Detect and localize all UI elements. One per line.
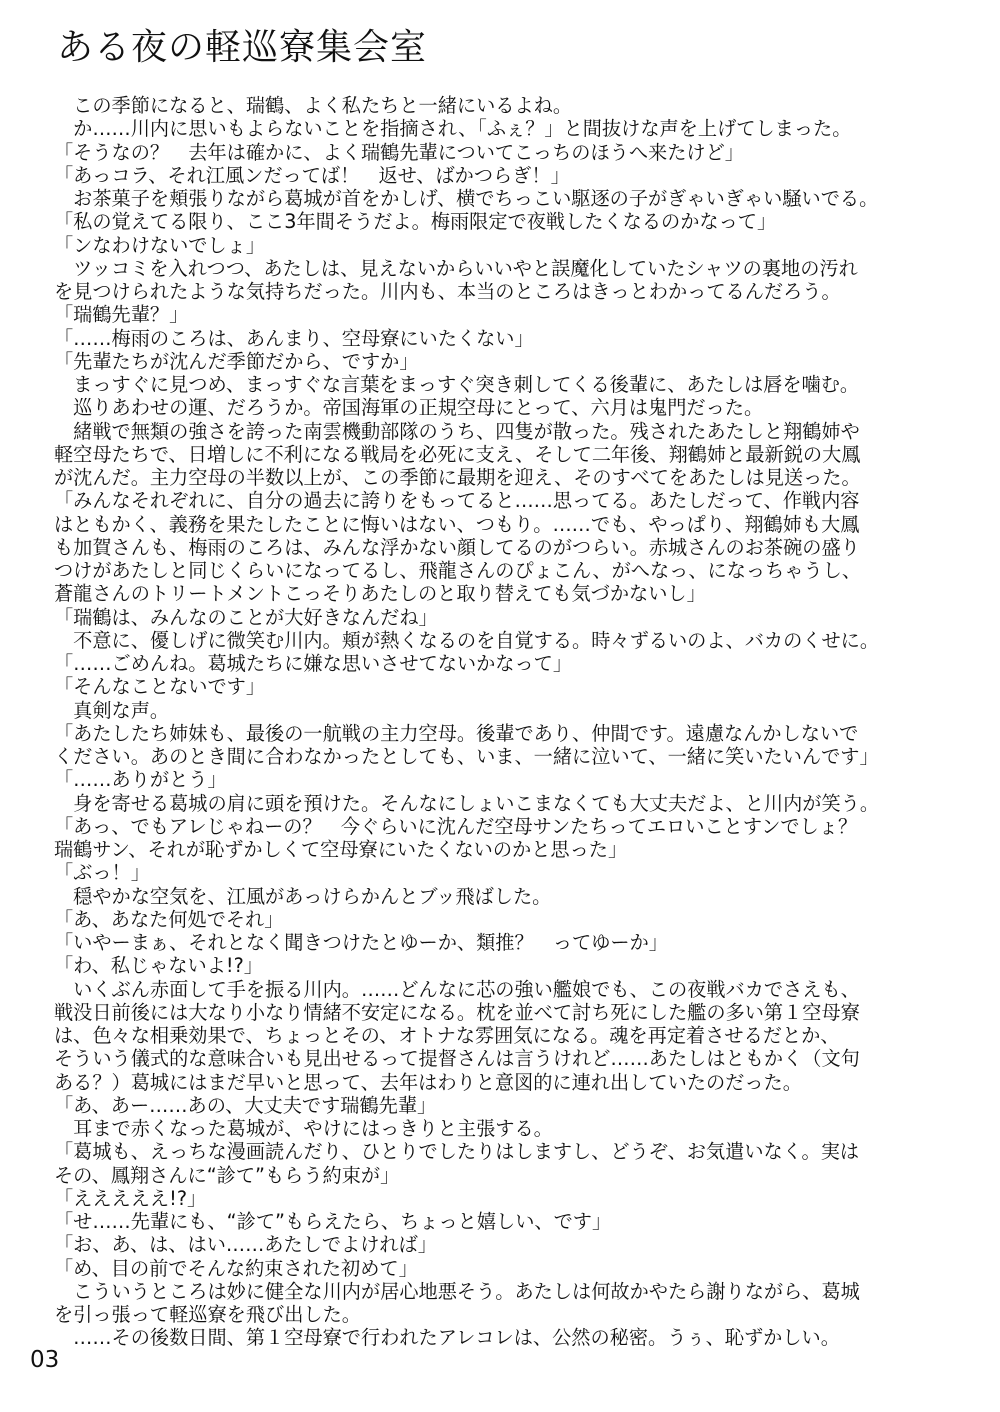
text-line: 「みんなそれぞれに、自分の過去に誇りをもってると……思ってる。あたしだって、作戦内容	[54, 489, 860, 513]
text-line: ください。あのとき間に合わなかったとしても、いま、一緒に泣いて、一緒に笑いたいんです」	[54, 745, 879, 768]
text-line: 「あたしたち姉妹も、最後の一航戦の主力空母。後輩であり、仲間です。遠慮なんかしないで	[54, 721, 859, 745]
text-line: こういうところは妙に健全な川内が居心地悪そう。あたしは何故かやたら謝りながら、葛城	[54, 1279, 860, 1303]
text-line: 耳まで赤くなった葛城が、やけにはっきりと主張する。	[54, 1117, 553, 1140]
text-line: は、色々な相乗効果で、ちょっとその、オトナな雰囲気になる。魂を再定着させるだとか、	[54, 1024, 840, 1047]
text-line: 「わ、私じゃないよ!?」	[54, 954, 263, 978]
text-line: 真剣な声。	[54, 698, 170, 722]
text-line: 「瑞鶴は、みんなのことが大好きなんだね」	[54, 605, 438, 629]
text-line: この季節になると、瑞鶴、よく私たちと一緒にいるよね。	[54, 94, 573, 117]
text-line: か……川内に思いもよらないことを指摘され、「ふぇ？」と間抜けな声を上げてしまった。	[54, 117, 852, 141]
text-line: 「お、あ、は、はい……あたしでよければ」	[54, 1233, 437, 1257]
text-line: が沈んだ。主力空母の半数以上が、この季節に最期を迎え、そのすべてをあたしは見送った。	[54, 466, 861, 489]
text-line: 軽空母たちで、日増しに不利になる戦局を必死に支え、そして二年後、翔鶴姉と最新鋭の大鳳	[54, 442, 861, 466]
text-line: 蒼龍さんのトリートメントこっそりあたしのと取り替えても気づかないし」	[54, 582, 706, 606]
text-line: はともかく、義務を果たしたことに悔いはない、つもり。……でも、やっぱり、翔鶴姉も大鳳	[54, 512, 860, 536]
text-line: 「め、目の前でそんな約束された初めて」	[54, 1256, 418, 1280]
text-line: まっすぐに見つめ、まっすぐな言葉をまっすぐ突き刺してくる後輩に、あたしは唇を噛む。	[54, 373, 860, 396]
text-line: 「先輩たちが沈んだ季節だから、ですか」	[54, 349, 419, 373]
text-line: 「そうなの？ 去年は確かに、よく瑞鶴先輩についてこっちのほうへ来たけど」	[54, 140, 744, 164]
text-line: 瑞鶴サン、それが恥ずかしくて空母寮にいたくないのかと思った」	[54, 838, 628, 861]
text-line: ……その後数日間、第１空母寮で行われたアレコレは、公然の秘密。うぅ、恥ずかしい。	[54, 1326, 840, 1350]
text-line: 「……ありがとう」	[54, 768, 227, 792]
text-line: も加賀さんも、梅雨のころは、みんな浮かない顔してるのがつらい。赤城さんのお茶碗の盛り	[54, 535, 860, 559]
text-line: いくぶん赤面して手を振る川内。……どんなに芯の強い艦娘でも、この夜戦バカでさえも、	[54, 977, 860, 1001]
text-line: ある？）葛城にはまだ早いと思って、去年はわりと意図的に連れ出していたのだった。	[54, 1070, 802, 1094]
text-line: 「……梅雨のころは、あんまり、空母寮にいたくない」	[54, 326, 534, 350]
text-line: 「葛城も、えっちな漫画読んだり、ひとりでしたりはしますし、どうぞ、お気遣いなく。実は	[54, 1140, 860, 1164]
story-body	[54, 94, 954, 1350]
text-line: 「ンなわけないでしょ」	[54, 233, 266, 257]
text-line: 「瑞鶴先輩？」	[54, 303, 189, 327]
text-line: 「あ、あー……あの、大丈夫です瑞鶴先輩」	[54, 1093, 437, 1117]
page-number: 03	[30, 1347, 60, 1373]
text-line: 身を寄せる葛城の肩に頭を預けた。そんなにしょいこまなくても大丈夫だよ、と川内が笑う。	[54, 791, 880, 815]
text-line: そういう儀式的な意味合いも見出せるって提督さんは言うけれど……あたしはともかく（文句	[54, 1047, 860, 1071]
text-line: を引っ張って軽巡寮を飛び出した。	[54, 1303, 361, 1326]
text-line: 「……ごめんね。葛城たちに嫌な思いさせてないかなって」	[54, 652, 573, 675]
text-line: 「ぶっ！」	[54, 861, 150, 885]
text-line: 「あっコラ、それ江風ンだってば！ 返せ、ばかつらぎ！」	[54, 163, 570, 187]
text-line: 緒戦で無類の強さを誇った南雲機動部隊のうち、四隻が散った。残されたあたしと翔鶴姉や	[54, 419, 860, 443]
text-line: お茶菓子を頬張りながら葛城が首をかしげ、横でちっこい駆逐の子がぎゃいぎゃい騒いでる。	[54, 187, 879, 210]
text-line: その、鳳翔さんに“診て”もらう約束が」	[54, 1163, 400, 1187]
text-line: 「あっ、でもアレじゃねーの？ 今ぐらいに沈んだ空母サンたちってエロいことすンでしょ？	[54, 814, 858, 838]
text-line: 穏やかな空気を、江風があっけらかんとブッ飛ばした。	[54, 884, 552, 908]
text-line: を見つけられたような気持ちだった。川内も、本当のところはきっとわかってるんだろう。	[54, 280, 841, 303]
text-line: ツッコミを入れつつ、あたしは、見えないからいいやと誤魔化していたシャツの裏地の汚れ	[54, 256, 858, 280]
page-title: ある夜の軽巡寮集会室	[57, 27, 428, 68]
text-line: 巡りあわせの運、だろうか。帝国海軍の正規空母にとって、六月は鬼門だった。	[54, 396, 764, 420]
text-line: 「いやーまぁ、それとなく聞きつけたとゆーか、類推？ ってゆーか」	[54, 931, 668, 954]
text-line: 「あ、あなた何処でそれ」	[54, 907, 284, 931]
text-line: 「えええええ!?」	[54, 1186, 207, 1210]
text-line: 「そんなことないです」	[54, 675, 266, 699]
text-line: 「私の覚えてる限り、ここ3年間そうだよ。梅雨限定で夜戦したくなるのかなって」	[54, 210, 777, 234]
text-line: 戦没日前後には大なり小なり情緒不安定になる。枕を並べて討ち死にした艦の多い第１空母寮	[54, 1000, 860, 1024]
text-line: 「せ……先輩にも、“診て”もらえたら、ちょっと嬉しい、です」	[54, 1210, 612, 1233]
text-line: 不意に、優しげに微笑む川内。頬が熱くなるのを自覚する。時々ずるいのよ、バカのくせに。	[54, 628, 880, 652]
text-line: つけがあたしと同じくらいになってるし、飛龍さんのぴょこん、がへなっ、になっちゃうし、	[54, 559, 862, 582]
